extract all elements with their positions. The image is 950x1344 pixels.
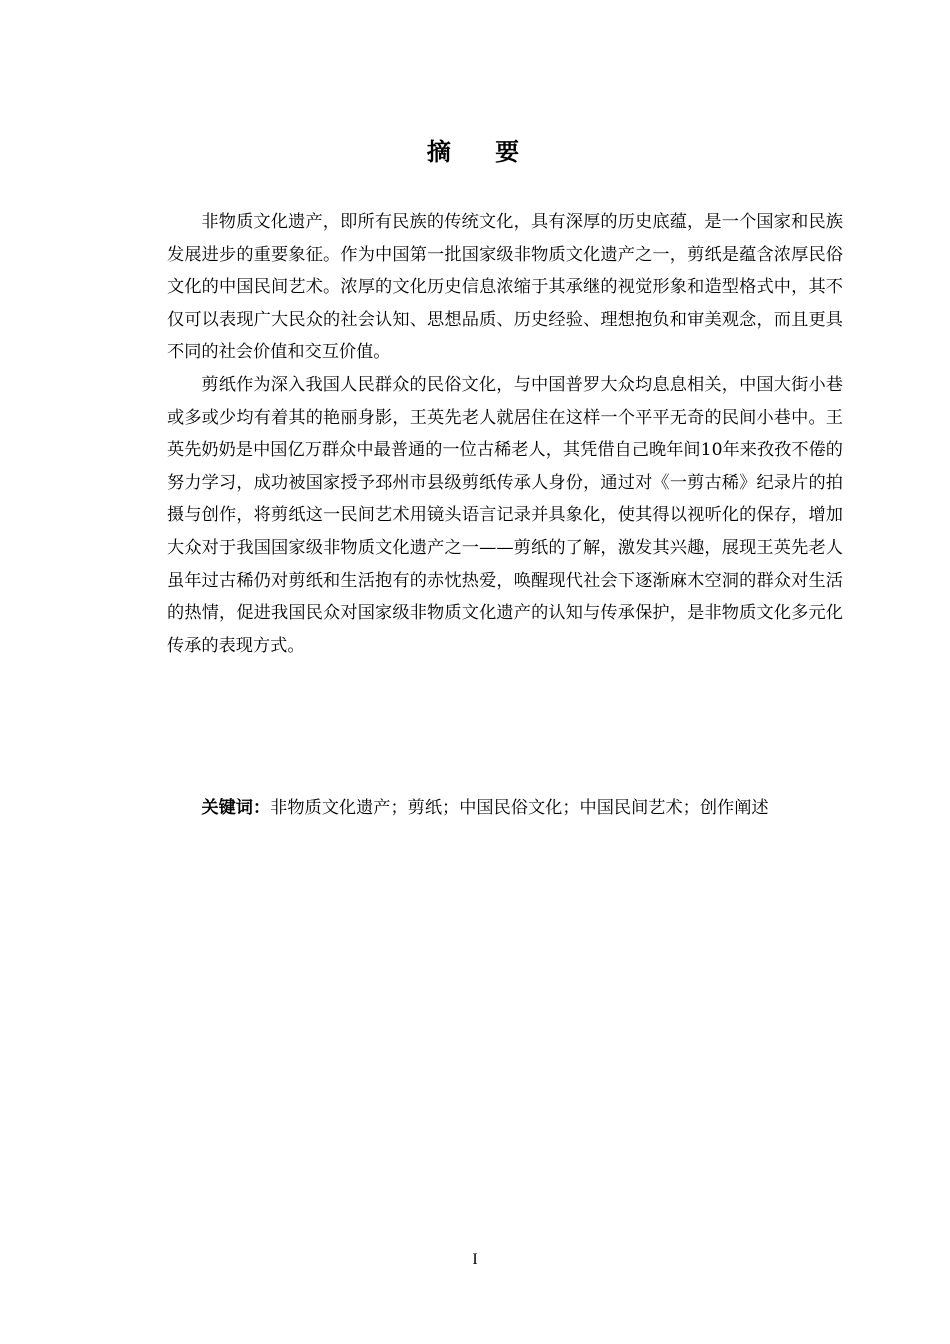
keywords-line	[167, 792, 843, 825]
page-number: I	[472, 1251, 478, 1268]
abstract-paragraph-1: 非物质文化遗产，即所有民族的传统文化，具有深厚的历史底蕴，是一个国家和民族发展进步的重要象征。作为中国第一批国家级非物质文化遗产之一，剪纸是蕴含浓厚民俗文化的中国民间艺术。浓厚的文化历史信息浓缩于其承继的视觉形象和造型格式中，其不仅可以表现广大民众的社会认知、思想品质、历史经验、理想抱负和审美观念，而且更具不同的社会价值和交互价值。	[167, 212, 843, 363]
keywords-text: 非物质文化遗产；剪纸；中国民俗文化；中国民间艺术；创作阐述	[270, 798, 769, 818]
keywords-label: 关键词：	[201, 798, 271, 818]
abstract-paragraph-2: 剪纸作为深入我国人民群众的民俗文化，与中国普罗大众均息息相关，中国大街小巷或多或少均有着其的艳丽身影，王英先老人就居住在这样一个平平无奇的民间小巷中。王英先奶奶是中国亿万群众中最普通的一位古稀老人，其凭借自己晚年间10年来孜孜不倦的努力学习，成功被国家授予邳州市县级剪纸传承人身份，通过对《一剪古稀》纪录片的拍摄与创作，将剪纸这一民间艺术用镜头语言记录并具象化，使其得以视听化的保存，增加大众对于我国国家级非物质文化遗产之一——剪纸的了解，激发其兴趣，展现王英先老人虽年过古稀仍对剪纸和生活抱有的赤忱热爱，唤醒现代社会下逐渐麻木空洞的群众对生活的热情，促进我国民众对国家级非物质文化遗产的认知与传承保护，是非物质文化多元化传承的表现方式。	[167, 374, 843, 656]
abstract-body	[167, 206, 843, 662]
page-title: 摘 要	[426, 138, 538, 166]
